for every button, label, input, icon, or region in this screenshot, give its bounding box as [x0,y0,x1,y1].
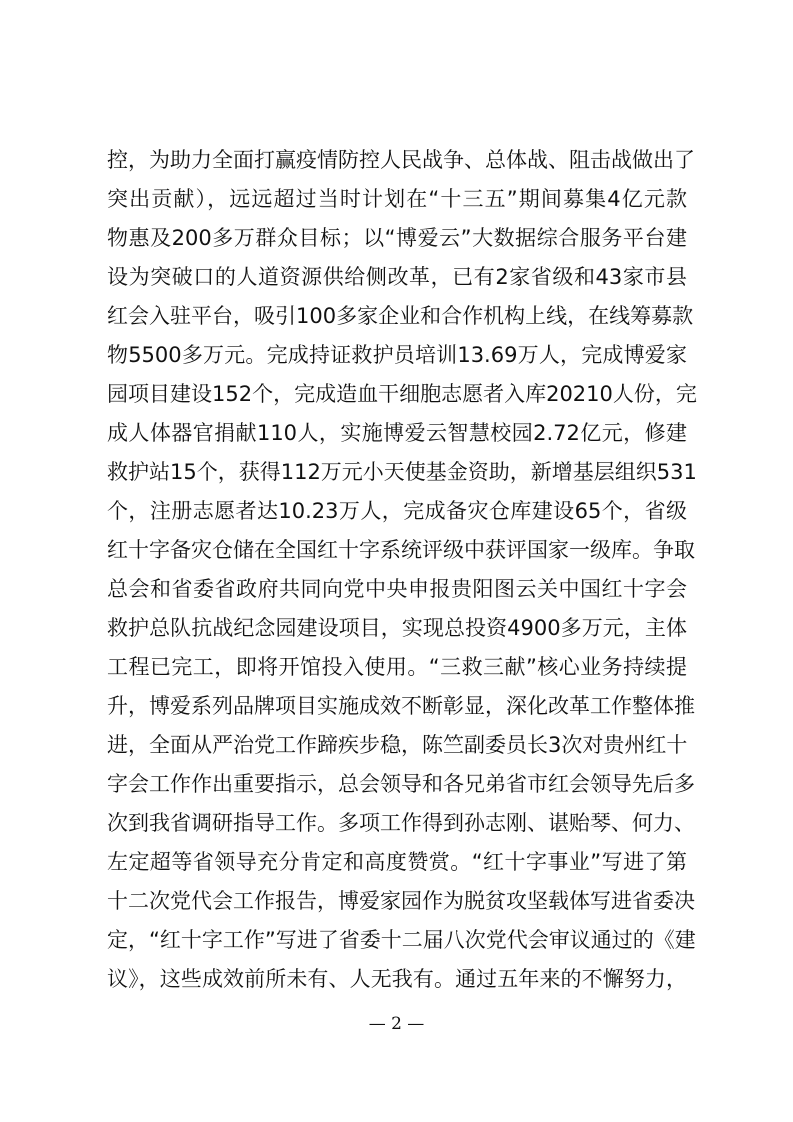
text-line: 定，“红十字工作”写进了省委十二届八次党代会审议通过的《建 [107,928,696,952]
text-line: 十二次党代会工作报告，博爱家园作为脱贫攻坚载体写进省委决 [107,889,695,913]
text-line: 成人体器官捐献110人，实施博爱云智慧校园2.72亿元，修建 [107,421,687,445]
text-line: 个，注册志愿者达10.23万人，完成备灾仓库建设65个，省级 [107,499,687,523]
page-number: — 2 — [368,1014,425,1034]
text-line: 红十字备灾仓储在全国红十字系统评级中获评国家一级库。争取 [107,538,695,562]
text-line: 物5500多万元。完成持证救护员培训13.69万人，完成博爱家 [107,343,687,367]
text-line: 工程已完工，即将开馆投入使用。“三救三献”核心业务持续提 [107,655,687,679]
text-line: 左定超等省领导充分肯定和高度赞赏。“红十字事业”写进了第 [107,850,687,874]
text-line: 设为突破口的人道资源供给侧改革，已有2家省级和43家市县 [107,265,687,289]
text-line: 突出贡献），远远超过当时计划在“十三五”期间募集4亿元款 [107,187,687,211]
body-text [107,141,697,999]
text-line: 园项目建设152个，完成造血干细胞志愿者入库20210人份，完 [107,382,697,406]
text-line: 字会工作作出重要指示，总会领导和各兄弟省市红会领导先后多 [107,772,695,796]
text-line: 救护总队抗战纪念园建设项目，实现总投资4900多万元，主体 [107,616,687,640]
text-line: 总会和省委省政府共同向党中央申报贵阳图云关中国红十字会 [107,577,687,601]
text-line: 救护站15个，获得112万元小天使基金资助，新增基层组织531 [107,460,697,484]
text-line: 控，为助力全面打赢疫情防控人民战争、总体战、阻击战做出了 [107,148,695,172]
text-line: 升，博爱系列品牌项目实施成效不断彰显，深化改革工作整体推 [107,694,695,718]
text-line: 进，全面从严治党工作蹄疾步稳，陈竺副委员长3次对贵州红十 [107,733,688,757]
text-line: 红会入驻平台，吸引100多家企业和合作机构上线，在线筹募款 [107,304,694,328]
text-line: 物惠及200多万群众目标；以“博爱云”大数据综合服务平台建 [107,226,687,250]
text-line: 议》，这些成效前所未有、人无我有。通过五年来的不懈努力， [107,967,687,991]
text-line: 次到我省调研指导工作。多项工作得到孙志刚、谌贻琴、何力、 [107,811,695,835]
